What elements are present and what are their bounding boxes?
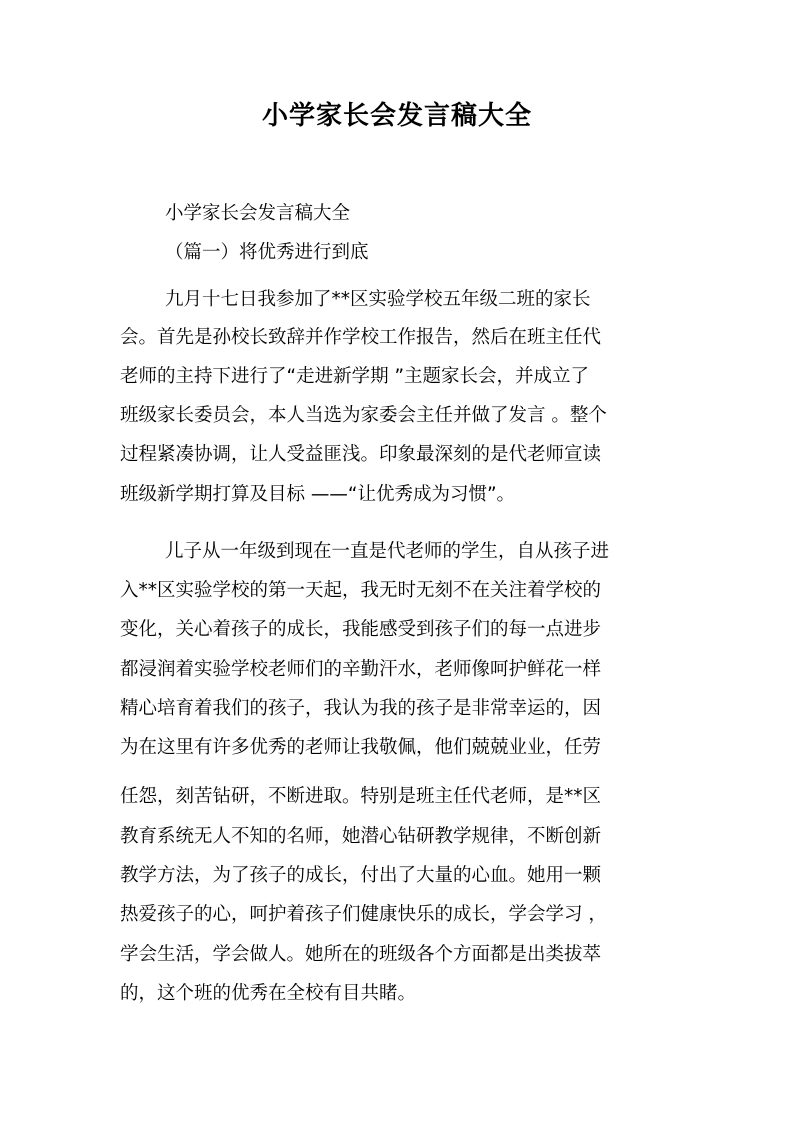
text-line: 教学方法，为了孩子的成长，付出了大量的心血。她用一颗 (120, 865, 602, 886)
text-line: 热爱孩子的心，呵护着孩子们健康快乐的成长，学会学习 ， (120, 904, 607, 925)
document-title: 小学家长会发言稿大全 (261, 101, 532, 131)
section-title: （篇一）将优秀进行到底 (165, 242, 369, 263)
text-line: 的，这个班的优秀在全校有目共睹。 (120, 983, 417, 1004)
document-subtitle: 小学家长会发言稿大全 (165, 203, 351, 224)
text-line: 会。首先是孙校长致辞并作学校工作报告，然后在班主任代 (120, 327, 602, 348)
text-line: 班级新学期打算及目标 ——“让优秀成为习惯”。 (120, 484, 516, 505)
text-line: 教育系统无人不知的名师，她潜心钻研教学规律，不断创新 (120, 826, 602, 847)
text-line: 过程紧凑协调，让人受益匪浅。印象最深刻的是代老师宣读 (120, 444, 602, 465)
text-line: 为在这里有许多优秀的老师让我敬佩，他们兢兢业业，任劳 (120, 737, 602, 758)
text-line: 九月十七日我参加了**区实验学校五年级二班的家长 (165, 289, 591, 310)
text-line: 老师的主持下进行了“走进新学期 ”主题家长会，并成立了 (120, 366, 590, 387)
text-line: 学会生活，学会做人。她所在的班级各个方面都是出类拔萃 (120, 944, 602, 965)
text-line: 班级家长委员会，本人当选为家委会主任并做了发言 。整个 (120, 405, 607, 426)
text-line: 儿子从一年级到现在一直是代老师的学生，自从孩子进 (165, 541, 610, 562)
text-line: 精心培育着我们的孩子，我认为我的孩子是非常幸运的，因 (120, 698, 602, 719)
text-line: 任怨，刻苦钻研，不断进取。特别是班主任代老师，是**区 (120, 786, 602, 807)
text-line: 都浸润着实验学校老师们的辛勤汗水，老师像呵护鲜花一样 (120, 659, 602, 680)
text-line: 入**区实验学校的第一天起，我无时无刻不在关注着学校的 (120, 580, 602, 601)
text-line: 变化，关心着孩子的成长，我能感受到孩子们的每一点进步 (120, 619, 602, 640)
